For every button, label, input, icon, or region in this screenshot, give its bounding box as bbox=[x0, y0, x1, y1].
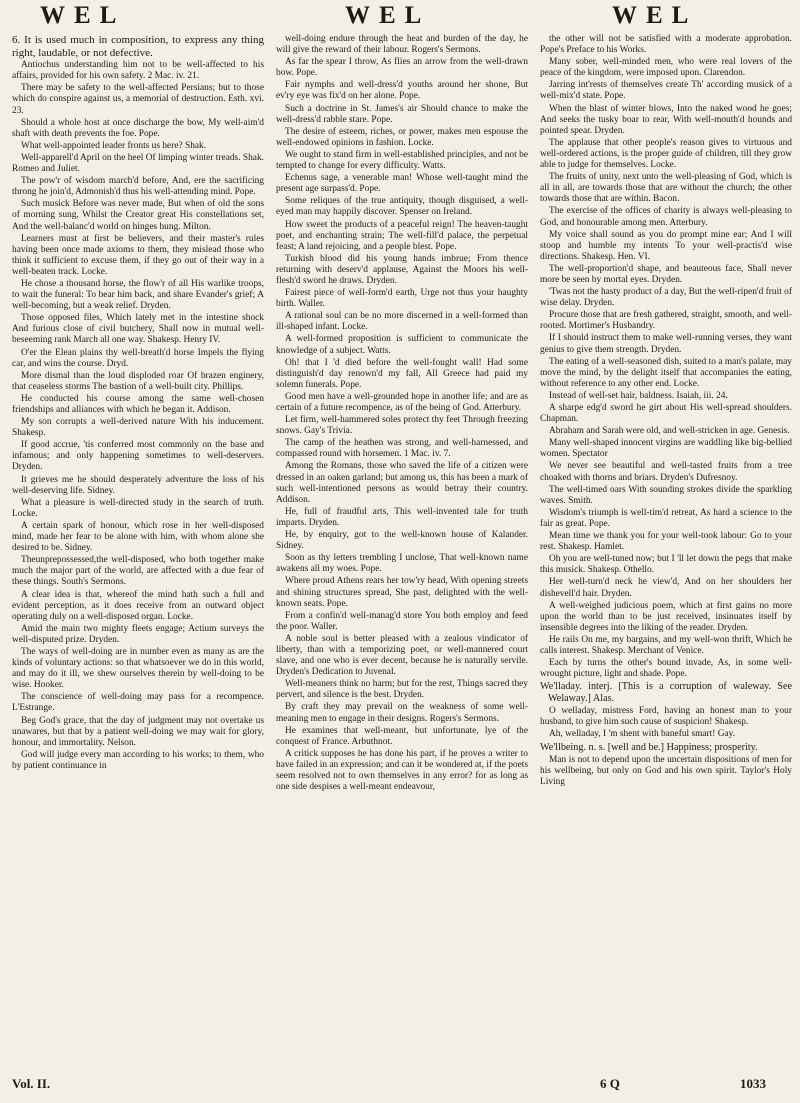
paragraph: The ways of well-doing are in number even as many as are the kinds of voluntary actions: so that whatsoever we do in this world, and may do it ill, we shew ourselves therein by well-doing to be wise. Hooker. bbox=[12, 646, 264, 691]
paragraph: Such a doctrine in St. James's air Should chance to make the well-dress'd rabble stare. Pope. bbox=[276, 103, 528, 125]
paragraph: well-doing endure through the heat and burden of the day, he will give the reward of their labour. Rogers's Sermons. bbox=[276, 34, 528, 56]
paragraph: Oh! that I 'd died before the well-fought wall! Had some distinguish'd day renown'd my fall, All Greece had paid my solemn funerals. Pope. bbox=[276, 357, 528, 390]
paragraph: Jarring int'rests of themselves create Th' according musick of a well-mix'd state. Pope. bbox=[540, 80, 792, 102]
paragraph: the other will not be satisfied with a moderate approbation. Pope's Preface to his Works. bbox=[540, 34, 792, 56]
volume-label: Vol. II. bbox=[12, 1076, 51, 1091]
paragraph: The desire of esteem, riches, or power, makes men espouse the well-endowed opinions in fashion. Locke. bbox=[276, 126, 528, 148]
paragraph: The pow'r of wisdom march'd before, And, ere the sacrificing throng he join'd, Admonish'd thus his well-attending mind. Pope. bbox=[12, 176, 264, 198]
paragraph: The fruits of unity, next unto the well-pleasing of God, which is all in all, are towards those that are without the church; the other towards those that are within. Bacon. bbox=[540, 172, 792, 205]
paragraph: He, full of fraudful arts, This well-invented tale for truth imparts. Dryden. bbox=[276, 506, 528, 528]
paragraph: The conscience of well-doing may pass for a recompence. L'Estrange. bbox=[12, 692, 264, 714]
paragraph: Mean time we thank you for your well-took labour: Go to your rest. Shakesp. Hamlet. bbox=[540, 531, 792, 553]
paragraph: Amid the main two mighty fleets engage; Actium surveys the well-disputed prize. Dryden. bbox=[12, 623, 264, 645]
paragraph: 6. It is used much in composition, to express any thing right, laudable, or not defective. bbox=[12, 34, 264, 59]
paragraph: Theunprepossessed,the well-disposed, who both together make much the major part of the world, are affected with a due fear of these things. South's Sermons. bbox=[12, 555, 264, 588]
paragraph: Wisdom's triumph is well-tim'd retreat, As hard a science to the fair as great. Pope. bbox=[540, 507, 792, 529]
column-middle bbox=[276, 34, 528, 1034]
paragraph: More dismal than the loud disploded roar Of brazen enginery, that ceaseless storms The bastion of a well-built city. Phillips. bbox=[12, 370, 264, 392]
paragraph: Echenus sage, a venerable man! Whose well-taught mind the present age surpass'd. Pope. bbox=[276, 173, 528, 195]
signature-mark: 6 Q bbox=[600, 1076, 620, 1091]
paragraph: If good accrue, 'tis conferred most commonly on the base and infamous; and only happening sometimes to well-deservers. Dryden. bbox=[12, 440, 264, 473]
paragraph: He, by enquiry, got to the well-known house of Kalander. Sidney. bbox=[276, 530, 528, 552]
paragraph: He examines that well-meant, but unfortunate, lye of the conquest of France. Arbuthnot. bbox=[276, 725, 528, 747]
paragraph: My voice shall sound as you do prompt mine ear; And I will stoop and humble my intents To your well-practis'd wise directions. Shakesp. Hen. VI. bbox=[540, 229, 792, 262]
paragraph: By craft they may prevail on the weakness of some well-meaning men to engage in their designs. Rogers's Sermons. bbox=[276, 702, 528, 724]
column-left bbox=[12, 34, 264, 1034]
paragraph: A noble soul is better pleased with a zealous vindicator of liberty, than with a temporizing poet, or well-mannered court slave, and one who is ever decent, because he is naturally servile. Dryden's Dedication to Juvenal. bbox=[276, 633, 528, 678]
paragraph: How sweet the products of a peaceful reign! The heaven-taught poet, and enchanting strain; The well-fill'd palace, the perpetual feast; A land rejoicing, and a people blest. Pope. bbox=[276, 219, 528, 252]
paragraph: It grieves me he should desperately adventure the loss of his well-deserving life. Sidney. bbox=[12, 474, 264, 496]
running-head-right: WEL bbox=[612, 2, 698, 29]
paragraph: Soon as thy letters trembling I unclose, That well-known name awakens all my woes. Pope. bbox=[276, 553, 528, 575]
paragraph: A clear idea is that, whereof the mind hath such a full and evident perception, as it does receive from an outward object operating duly on a well-disposed organ. Locke. bbox=[12, 589, 264, 622]
column-right bbox=[540, 34, 792, 1034]
paragraph: There may be safety to the well-affected Persians; but to those which do conspire against us, a memorial of destruction. Esth. xvi. 23. bbox=[12, 83, 264, 116]
paragraph: Abraham and Sarah were old, and well-stricken in age. Genesis. bbox=[549, 426, 790, 437]
paragraph: Each by turns the other's bound invade, As, in some well-wrought picture, light and shade. Pope. bbox=[540, 658, 792, 680]
paragraph: What a pleasure is well-directed study in the search of truth. Locke. bbox=[12, 497, 264, 519]
paragraph: Some reliques of the true antiquity, though disguised, a well-eyed man may happily discover. Spenser on Ireland. bbox=[276, 196, 528, 218]
paragraph: Beg God's grace, that the day of judgment may not overtake us unawares, but that by a patient well-doing we may wait for glory, honour, and immortality. Nelson. bbox=[12, 715, 264, 748]
paragraph: Should a whole host at once discharge the bow, My well-aim'd shaft with death prevents the foe. Pope. bbox=[12, 117, 264, 139]
running-head-left: WEL bbox=[40, 2, 126, 29]
paragraph: Ah, welladay, I 'm shent with baneful smart! Gay. bbox=[549, 729, 736, 740]
running-head-center: WEL bbox=[345, 2, 431, 29]
paragraph: Let firm, well-hammered soles protect thy feet Through freezing snows. Gay's Trivia. bbox=[276, 415, 528, 437]
paragraph: From a confin'd well-manag'd store You both employ and feed the poor. Waller. bbox=[276, 610, 528, 632]
paragraph: O'er the Elean plains thy well-breath'd horse Impels the flying car, and wins the course. Dryd. bbox=[12, 347, 264, 369]
paragraph: Such musick Before was never made, But when of old the sons of morning sung, Whilst the Creator great His constellations set, And the well-balanc'd world on hinges hung. Milton. bbox=[12, 199, 264, 232]
paragraph: A certain spark of honour, which rose in her well-disposed mind, made her fear to be alone with him, with whom alone she desired to be. Sidney. bbox=[12, 520, 264, 554]
paragraph: My son corrupts a well-derived nature With his inducement. Shakesp. bbox=[12, 417, 264, 439]
paragraph: Many sober, well-minded men, who were real lovers of the peace of the kingdom, were imposed upon. Clarendon. bbox=[540, 57, 792, 79]
paragraph: 'Twas not the hasty product of a day, But the well-ripen'd fruit of wise delay. Dryden. bbox=[540, 287, 792, 309]
paragraph: If I should instruct them to make well-running verses, they want genius to give them strength. Dryden. bbox=[540, 333, 792, 355]
page-number: 1033 bbox=[740, 1076, 766, 1091]
paragraph: Well-apparell'd April on the heel Of limping winter treads. Shak. Romeo and Juliet. bbox=[12, 152, 264, 175]
paragraph: Those opposed files, Which lately met in the intestine shock And furious close of civil butchery, Shall now in mutual well-beseeming rank March all one way. Shakesp. Henry IV. bbox=[12, 313, 264, 346]
paragraph: Man is not to depend upon the uncertain dispositions of men for his wellbeing, but only on God and his own spirit. Taylor's Holy Living bbox=[540, 754, 792, 787]
paragraph: Among the Romans, those who saved the life of a citizen were dressed in an oaken garland; but among us, this has been a mark of such well-intentioned persons as would betray their country. Addison. bbox=[276, 461, 528, 505]
paragraph: Instead of well-set hair, baldness. Isaiah, iii. 24. bbox=[549, 390, 728, 401]
paragraph: The eating of a well-seasoned dish, suited to a man's palate, may move the mind, by the delight itself that accompanies the eating, without reference to any other end. Locke. bbox=[540, 356, 792, 389]
paragraph: Well-meaners think no harm; but for the rest, Things sacred they pervert, and silence is the best. Dryden. bbox=[276, 679, 528, 701]
paragraph: The well-timed oars With sounding strokes divide the sparkling waves. Smith. bbox=[540, 484, 792, 506]
paragraph: He rails On me, my bargains, and my well-won thrift, Which he calls interest. Shakesp. Merchant of Venice. bbox=[540, 634, 792, 656]
paragraph: Fairest piece of well-form'd earth, Urge not thus your haughty birth. Waller. bbox=[276, 288, 528, 310]
paragraph: Good men have a well-grounded hope in another life; and are as certain of a future recompence, as of the being of God. Atterbury. bbox=[276, 391, 528, 413]
paragraph: What well-appointed leader fronts us here? Shak. bbox=[21, 140, 207, 151]
paragraph: The camp of the heathen was strong, and well-harnessed, and compassed round with horsemen. 1 Mac. iv. 7. bbox=[276, 438, 528, 460]
paragraph: He conducted his course among the same well-chosen friendships and alliances with which he began it. Addison. bbox=[12, 393, 264, 415]
paragraph: Many well-shaped innocent virgins are waddling like big-bellied women. Spectator bbox=[540, 438, 792, 460]
paragraph: The exercise of the offices of charity is always well-pleasing to God, and honourable among men. Atterbury. bbox=[540, 206, 792, 228]
paragraph: A sharpe edg'd sword he girt about His well-spread shoulders. Chapman. bbox=[540, 403, 792, 425]
paragraph: Oh you are well-tuned now; but I 'll let down the pegs that make this musick. Shakesp. Othello. bbox=[540, 554, 792, 576]
paragraph: We'lladay. interj. [This is a corruption of waleway. See Welaway.] Alas. bbox=[540, 681, 792, 705]
paragraph: He chose a thousand horse, the flow'r of all His warlike troops, to wait the funeral: To bear him back, and share Evander's grief; A well-becoming, but a weak relief. Dryden. bbox=[12, 278, 264, 312]
paragraph: Her well-turn'd neck he view'd, And on her shoulders her dishevell'd hair. Dryden. bbox=[540, 577, 792, 599]
paragraph: O welladay, mistress Ford, having an honest man to your husband, to give him such cause of suspicion! Shakesp. bbox=[540, 706, 792, 728]
paragraph: A rational soul can be no more discerned in a well-formed than ill-shaped infant. Locke. bbox=[276, 311, 528, 333]
paragraph: Procure those that are fresh gathered, straight, smooth, and well-rooted. Mortimer's Husbandry. bbox=[540, 310, 792, 332]
paragraph: We never see beautiful and well-tasted fruits from a tree choaked with thorns and briars. Dryden's Dufresnoy. bbox=[540, 461, 792, 483]
paragraph: Fair nymphs and well-dress'd youths around her shone, But ev'ry eye was fix'd on her alone. Pope. bbox=[276, 80, 528, 102]
paragraph: Turkish blood did his young hands imbrue; From thence returning with deserv'd applause, Against the Moors his well-flesh'd sword he draws. Dryden. bbox=[276, 253, 528, 286]
paragraph: As far the spear I throw, As flies an arrow from the well-drawn bow. Pope. bbox=[276, 57, 528, 79]
paragraph: A well-formed proposition is sufficient to communicate the knowledge of a subject. Watts. bbox=[276, 334, 528, 356]
paragraph: A critick supposes he has done his part, if he proves a writer to have failed in an expression; and can it be wondered at, if the poets seem resolved not to own themselves in any error? for as long as one side despises a well-meant endeavour, bbox=[276, 748, 528, 793]
paragraph: A well-weighed judicious poem, which at first gains no more upon the world than to be just received, insinuates itself by insensible degrees into the liking of the reader. Dryden. bbox=[540, 600, 792, 633]
paragraph: Antiochus understanding him not to be well-affected to his affairs, provided for his own safety. 2 Mac. iv. 21. bbox=[12, 60, 264, 82]
paragraph: Learners must at first be believers, and their master's rules having been once made axioms to them, they mislead those who think it sufficient to excuse them, if they go out of their way in a well-beaten track. Locke. bbox=[12, 233, 264, 277]
paragraph: The well-proportion'd shape, and beauteous face, Shall never more be seen by mortal eyes. Dryden. bbox=[540, 263, 792, 285]
paragraph: When the blast of winter blows, Into the naked wood he goes; And seeks the tusky boar to rear, With well-mouth'd hounds and pointed spear. Dryden. bbox=[540, 103, 792, 136]
paragraph: The applause that other people's reason gives to virtuous and well-ordered actions, is the proper guide of children, till they grow able to judge for themselves. Locke. bbox=[540, 137, 792, 171]
paragraph: We ought to stand firm in well-established principles, and not be tempted to change for every difficulty. Watts. bbox=[276, 149, 528, 172]
paragraph: Where proud Athens rears her tow'ry head, With opening streets and shining structures spread, She past, delighted with the well-known seats. Pope. bbox=[276, 576, 528, 609]
paragraph: God will judge every man according to his works; to them, who by patient continuance in bbox=[12, 749, 264, 771]
paragraph: We'llbeing. n. s. [well and be.] Happiness; prosperity. bbox=[540, 741, 758, 753]
